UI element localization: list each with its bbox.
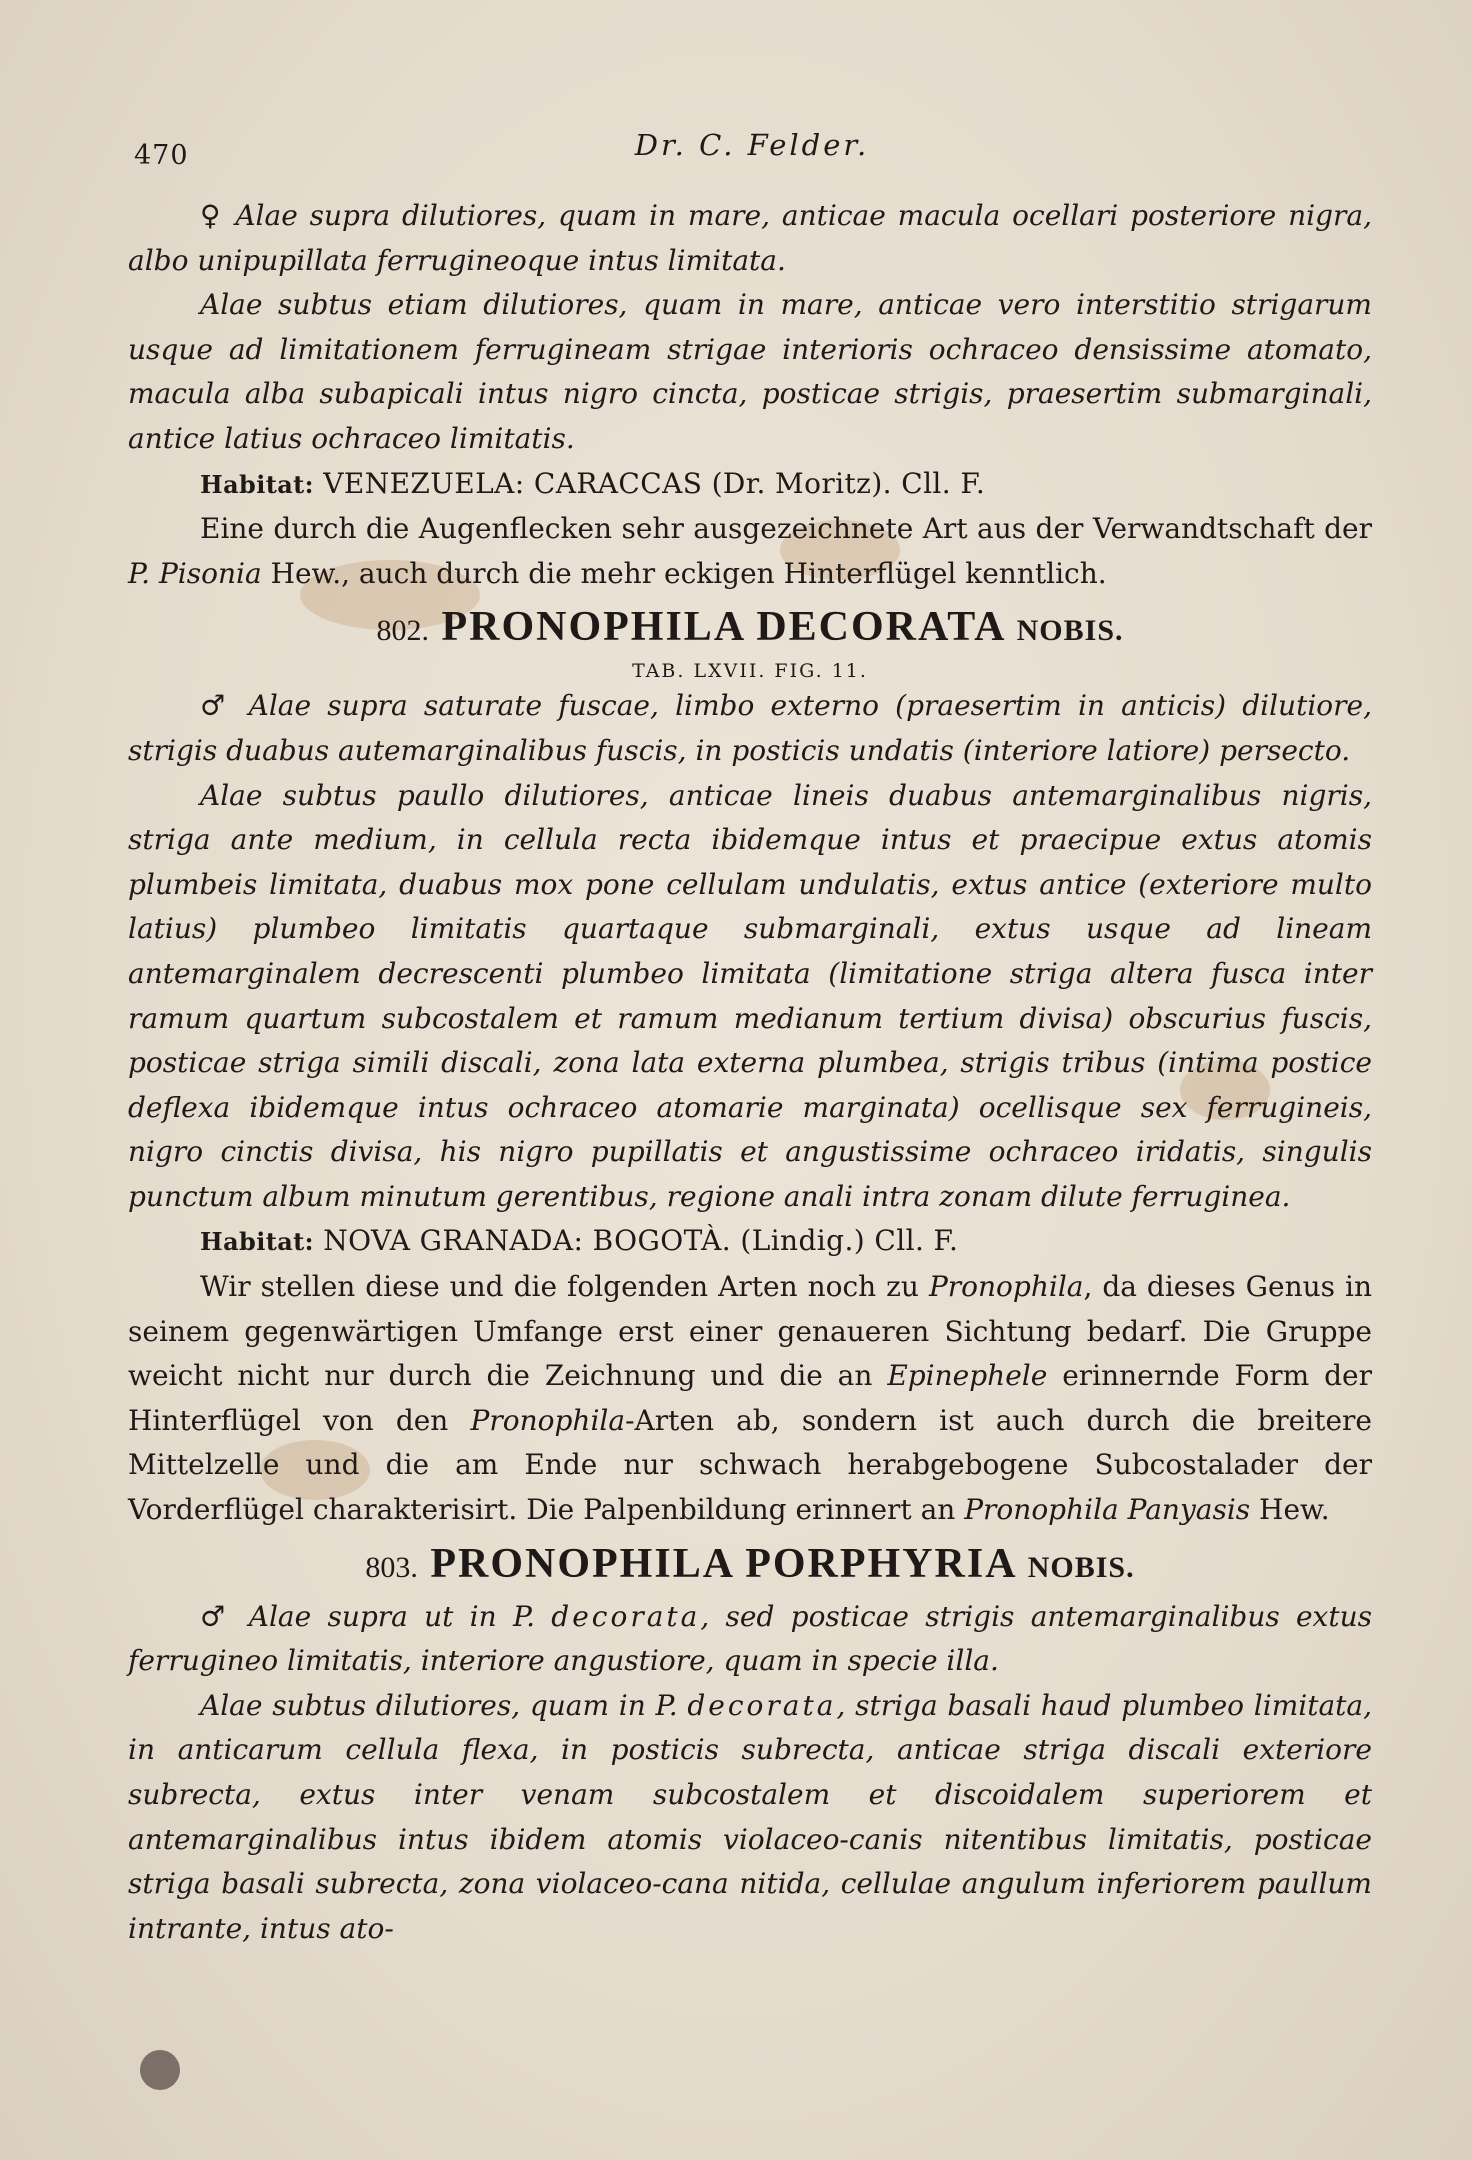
species-number: 802. (376, 614, 429, 648)
page-header (134, 128, 1370, 171)
species-author: NOBIS. (1016, 614, 1124, 648)
remark-text: Hew. (1250, 1493, 1330, 1527)
species-heading-803 (128, 1537, 1372, 1595)
male-underside-description: Alae subtus paullo dilutiores, anticae lineis duabus antemarginalibus nigris, striga ante medium, in cellula recta ibidemque intus et praecipue extus atomis plumbeis limitata, duabus mox pone cellulam undulatis, extus antice (exteriore multo latius) plumbeo limitatis quartaque submarginali, extus usque ad lineam antemarginalem decrescenti plumbeo limitata (limitatione striga altera fusca inter ramum quartum subcostalem et ramum medianum tertium divisa) obscurius fuscis, posticae striga simili discali, zona lata externa plumbea, strigis tribus (intima postice deflexa ibidemque intus ochraceo atomarie marginata) ocellisque sex ferrugineis, nigro cinctis divisa, his nigro pupillatis et angustissime ochraceo iridatis, singulis punctum album minutum gerentibus, regione anali intra zonam dilute ferruginea. (128, 778, 1372, 1213)
page-number: 470 (134, 140, 189, 171)
description-text: ♂ Alae supra ut in P. (200, 1599, 552, 1633)
foxing-stain (140, 2050, 180, 2090)
female-upperside-description: ♀ Alae supra dilutiores, quam in mare, anticae macula ocellari posteriore nigra, albo unipupillata ferrugineoque intus limitata. (128, 199, 1372, 277)
description-text: Alae subtus dilutiores, quam in P. (200, 1688, 688, 1722)
habitat-text: VENEZUELA: CARACCAS (Dr. Moritz). Cll. F. (323, 466, 986, 500)
species-author: NOBIS. (1027, 1550, 1135, 1584)
remark-taxon-name: Pronophila Panyasis (964, 1493, 1251, 1527)
habitat-label: Habitat: (200, 469, 314, 499)
male-underside-description (128, 1684, 1372, 1952)
remark-taxon-name: Pronophila (928, 1270, 1084, 1304)
remark-taxon-name: Pronophila (470, 1403, 626, 1437)
female-underside-description: Alae subtus etiam dilutiores, quam in mare, anticae vero interstitio strigarum usque ad limitationem ferrugineam strigae interioris ochraceo densissime atomato, macula alba subapicali intus nigro cincta, posticae strigis, praesertim submarginali, antice latius ochraceo limitatis. (128, 288, 1372, 455)
plate-reference: TAB. LXVII. FIG. 11. (632, 660, 868, 683)
species-remark (128, 507, 1372, 596)
remark-text: erinnernde Form der Hinterflügel von den (128, 1359, 1373, 1437)
remark-text: -Arten ab, sondern ist auch durch die breitere Mittelzelle und die am Ende nur schwach herabgebogene Subcostalader der Vorderflügel charakterisirt. Die Palpenbildung erinnert an (128, 1403, 1372, 1527)
species-heading-802 (128, 600, 1372, 658)
description-text: , sed posticae strigis antemarginalibus extus ferrugineo limitatis, interiore angustiore, quam in specie illa. (128, 1599, 1373, 1678)
habitat-line (128, 1219, 1372, 1265)
remark-text: Eine durch die Augenflecken sehr ausgezeichnete Art aus der Verwandtschaft der (200, 512, 1372, 546)
male-upperside-description: ♂ Alae supra saturate fuscae, limbo externo (praesertim in anticis) dilutiore, strigis duabus autemarginalibus fuscis, in posticis undatis (interiore latiore) persecto. (128, 689, 1372, 767)
genus-remark (128, 1265, 1372, 1533)
page-body (128, 194, 1372, 1951)
habitat-label: Habitat: (200, 1227, 314, 1257)
running-title: Dr. C. Felder. (634, 128, 870, 162)
species-name: PRONOPHILA PORPHYRIA (430, 1540, 1016, 1587)
remark-taxon-name: Epinephele (887, 1359, 1048, 1393)
species-number: 803. (365, 1550, 418, 1584)
male-upperside-description (128, 1595, 1372, 1684)
habitat-line (128, 462, 1372, 508)
species-epithet: decorata (551, 1599, 701, 1633)
species-name: PRONOPHILA DECORATA (441, 604, 1005, 651)
remark-text: Wir stellen diese und die folgenden Arten noch zu (200, 1270, 929, 1304)
description-text: , striga basali haud plumbeo limitata, in anticarum cellula flexa, in posticis subrecta, anticae striga discali exteriore subrecta, extus inter venam subcostalem et discoidalem superiorem et antemarginalibus intus ibidem atomis violaceo-canis nitentibus limitatis, posticae striga basali subrecta, zona violaceo-cana nitida, cellulae angulum inferiorem paullum intrante, intus ato- (128, 1688, 1372, 1945)
remark-text: , da dieses Genus in seinem gegenwärtigen Umfange erst einer genaueren Sichtung bedarf. Die Gruppe weicht nicht nur durch die Zeichnung und die an (128, 1270, 1372, 1393)
remark-species-name: P. Pisonia (128, 556, 262, 590)
species-epithet: decorata (687, 1688, 837, 1722)
remark-text: Hew., auch durch die mehr eckigen Hinterflügel kenntlich. (261, 556, 1107, 590)
habitat-text: NOVA GRANADA: BOGOTÀ. (Lindig.) Cll. F. (323, 1224, 959, 1258)
